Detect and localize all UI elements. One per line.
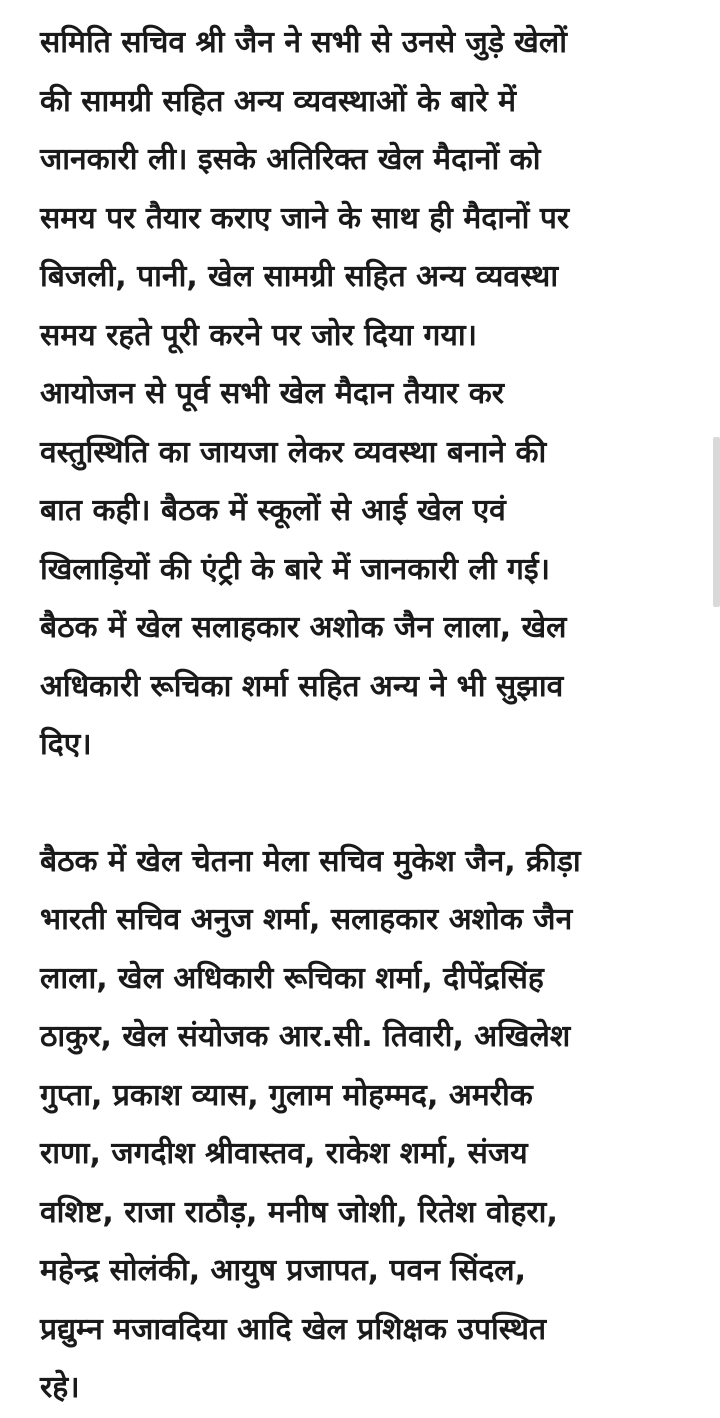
text-line: वस्तुस्थिति का जायजा लेकर व्यवस्था बनाने की [40, 434, 547, 470]
text-line: समय रहते पूरी करने पर जोर दिया गया। [40, 317, 477, 353]
text-line: लाला, खेल अधिकारी रूचिका शर्मा, दीपेंद्रसिंह [40, 960, 544, 996]
text-line: दिए। [40, 727, 92, 762]
text-line: बिजली, पानी, खेल सामग्री सहित अन्य व्यवस्था [40, 259, 559, 294]
text-line: बैठक में खेल सलाहकार अशोक जैन लाला, खेल [40, 610, 567, 645]
text-line: समय पर तैयार कराए जाने के साथ ही मैदानों पर [40, 200, 570, 236]
scrollbar-thumb[interactable] [713, 437, 720, 607]
paragraph-spacer [40, 775, 680, 833]
text-line: ठाकुर, खेल संयोजक आर.सी. तिवारी, अखिलेश [40, 1019, 571, 1054]
text-line: अधिकारी रूचिका शर्मा सहित अन्य ने भी सुझाव [40, 668, 564, 704]
text-line: गुप्ता, प्रकाश व्यास, गुलाम मोहम्मद, अमरीक [40, 1077, 533, 1113]
paragraph-attendees [40, 833, 680, 1418]
text-line: जानकारी ली। इसके अतिरिक्त खेल मैदानों को [40, 142, 541, 177]
text-line: रहे। [40, 1370, 80, 1405]
article-body [40, 14, 680, 1418]
paragraph-meeting-discussion [40, 14, 680, 775]
text-line: खिलाड़ियों की एंट्री के बारे में जानकारी ली गई। [40, 551, 551, 587]
text-line: प्रद्युम्न मजावदिया आदि खेल प्रशिक्षक उपस्थित [40, 1311, 547, 1347]
text-line: बैठक में खेल चेतना मेला सचिव मुकेश जैन, क्रीड़ा [40, 843, 581, 879]
text-line: बात कही। बैठक में स्कूलों से आई खेल एवं [40, 493, 506, 528]
text-line: वशिष्ट, राजा राठौड़, मनीष जोशी, रितेश वोहरा, [40, 1194, 558, 1230]
text-line: समिति सचिव श्री जैन ने सभी से उनसे जुड़े खेलों [40, 25, 567, 60]
text-line: भारती सचिव अनुज शर्मा, सलाहकार अशोक जैन [40, 902, 573, 937]
text-line: महेन्द्र सोलंकी, आयुष प्रजापत, पवन सिंदल, [40, 1253, 527, 1288]
text-line: आयोजन से पूर्व सभी खेल मैदान तैयार कर [40, 376, 505, 411]
text-line: की सामग्री सहित अन्य व्यवस्थाओं के बारे में [40, 83, 517, 119]
text-line: राणा, जगदीश श्रीवास्तव, राकेश शर्मा, संजय [40, 1136, 528, 1171]
